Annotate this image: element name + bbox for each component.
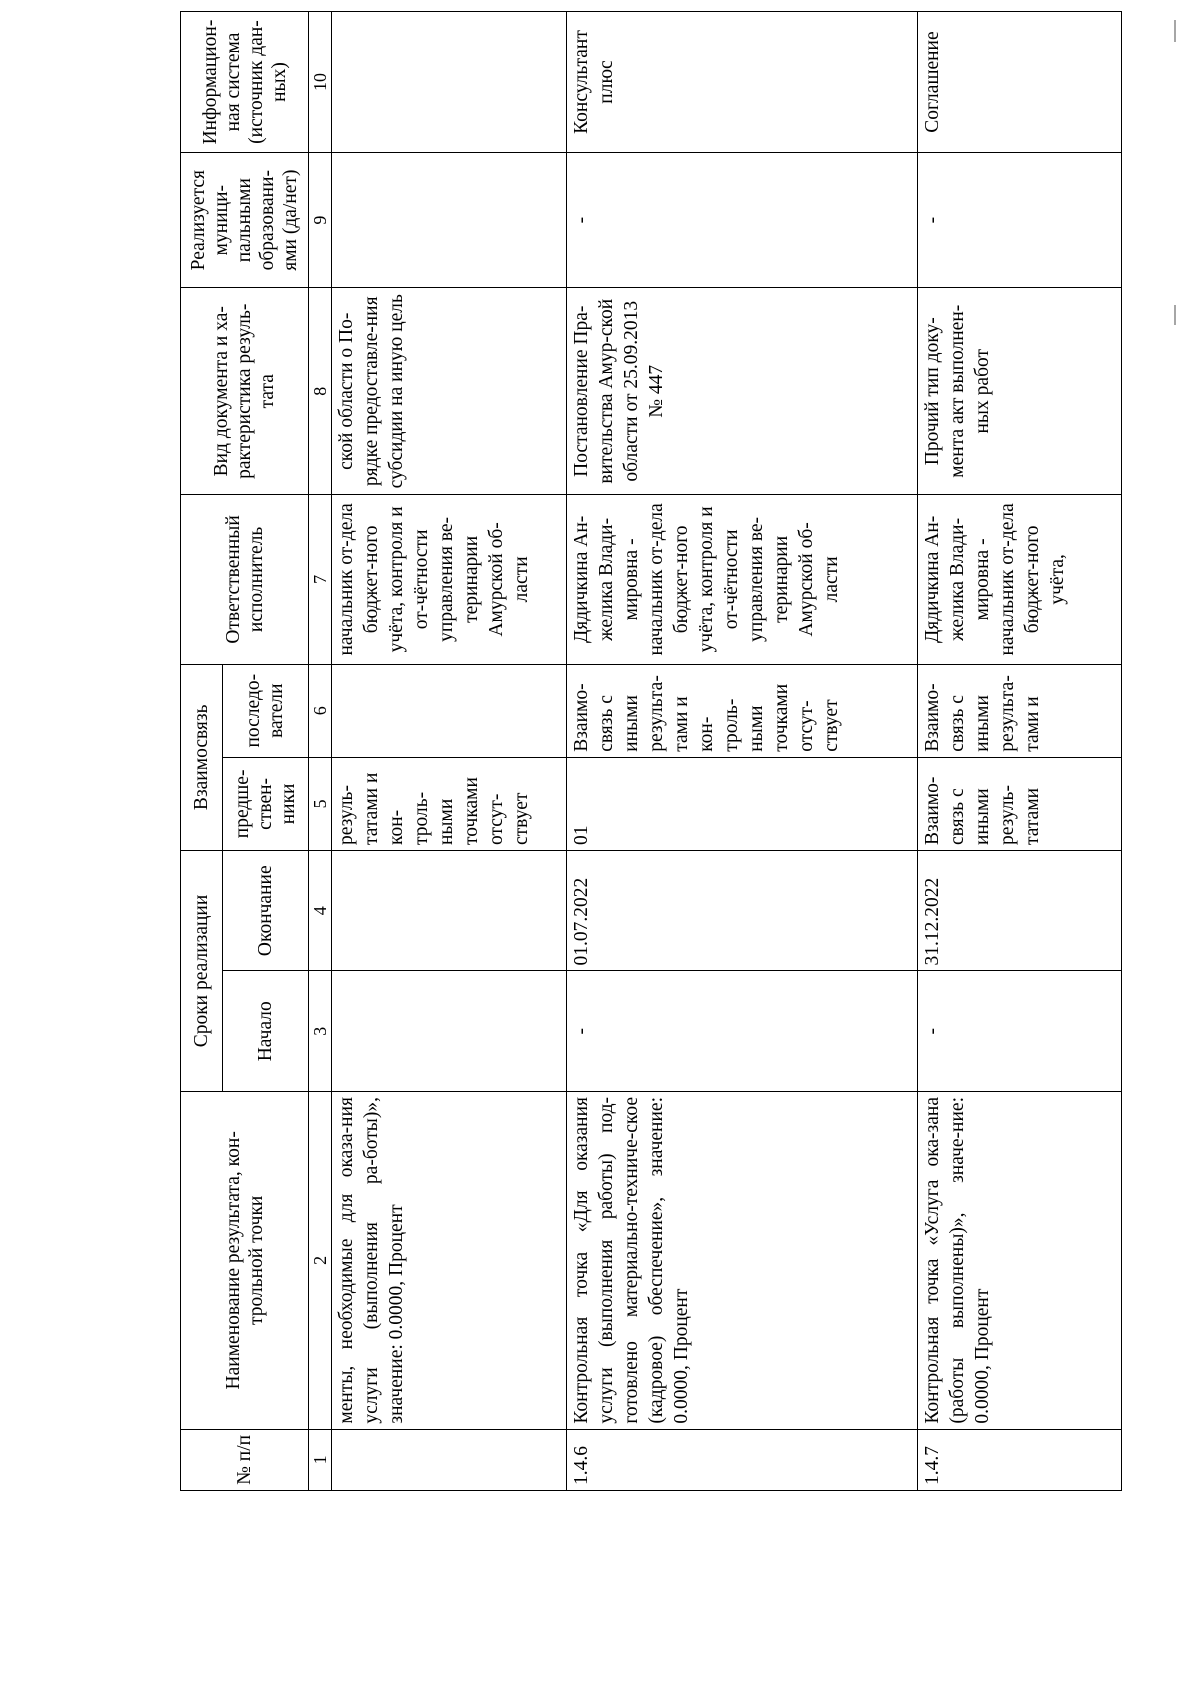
row-municipal: -	[917, 153, 1121, 288]
column-number: 9	[309, 153, 332, 288]
header-doc: Вид документа и ха-рактеристика резуль-тата	[181, 288, 309, 495]
header-name: Наименование результата, кон-трольной точки	[181, 1092, 309, 1430]
header-start: Начало	[222, 971, 308, 1092]
rotated-table-container	[180, 11, 1122, 1491]
row-predecessors: 01	[567, 757, 918, 850]
row-num: 1.4.6	[567, 1429, 918, 1490]
row-start	[332, 971, 567, 1092]
row-num	[332, 1429, 567, 1490]
row-successors	[332, 664, 567, 757]
row-doc: Постановление Пра-вительства Амур-ской области от 25.09.2013 № 447	[567, 288, 918, 495]
row-end: 31.12.2022	[917, 851, 1121, 972]
column-number: 3	[309, 971, 332, 1092]
column-number: 1	[309, 1429, 332, 1490]
scan-edge-mark	[1174, 20, 1176, 42]
row-infosys	[332, 12, 567, 153]
column-number: 2	[309, 1092, 332, 1430]
row-doc: Прочий тип доку-мента акт выполнен-ных работ	[917, 288, 1121, 495]
row-start: -	[567, 971, 918, 1092]
table-row	[917, 12, 1121, 1491]
header-successors: последо-ватели	[222, 664, 308, 757]
row-doc: ской области о По-рядке предоставле-ния субсидии на иную цель	[332, 288, 567, 495]
header-terms: Сроки реализации	[181, 851, 223, 1092]
row-executor: Дядичкина Ан-желика Влади-мировна - начальник от-дела бюджет-ного учёта,	[917, 495, 1121, 664]
row-executor: Дядичкина Ан-желика Влади-мировна - начальник от-дела бюджет-ного учёта, контроля и от-чётности управления ве-теринарии Амурской об-ласти	[567, 495, 918, 664]
column-number: 10	[309, 12, 332, 153]
row-end	[332, 851, 567, 972]
header-row-1	[181, 12, 223, 1491]
results-table	[180, 11, 1122, 1491]
column-number: 6	[309, 664, 332, 757]
row-num: 1.4.7	[917, 1429, 1121, 1490]
row-municipal	[332, 153, 567, 288]
row-start: -	[917, 971, 1121, 1092]
table-row	[567, 12, 918, 1491]
row-name: Контрольная точка «Услуга ока-зана (работы выполнены)», значе-ние: 0.0000, Процент	[917, 1092, 1121, 1430]
column-number: 7	[309, 495, 332, 664]
row-predecessors: резуль-татами и кон-троль-ными точками отсут-ствует	[332, 757, 567, 850]
header-end: Окончание	[222, 851, 308, 972]
column-number: 5	[309, 757, 332, 850]
scan-edge-mark	[1174, 305, 1176, 325]
row-successors: Взаимо-связь с иными результа-тами и кон-троль-ными точками отсут-ствует	[567, 664, 918, 757]
row-infosys: Консультант плюс	[567, 12, 918, 153]
header-municipal: Реализуется муници-пальными образовани-ями (да/нет)	[181, 153, 309, 288]
row-successors: Взаимо-связь с иными результа-тами и	[917, 664, 1121, 757]
row-predecessors: Взаимо-связь с иными резуль-татами	[917, 757, 1121, 850]
header-executor: Ответственный исполнитель	[181, 495, 309, 664]
column-number: 4	[309, 851, 332, 972]
table-row	[332, 12, 567, 1491]
row-name: Контрольная точка «Для оказания услуги (выполнения работы) под-готовлено материально-техниче-ское (кадровое) обеспечение», значение: 0.0000, Процент	[567, 1092, 918, 1430]
header-links: Взаимосвязь	[181, 664, 223, 850]
header-num: № п/п	[181, 1429, 309, 1490]
row-name: менты, необходимые для оказа-ния услуги (выполнения ра-боты)», значение: 0.0000, Процент	[332, 1092, 567, 1430]
row-end: 01.07.2022	[567, 851, 918, 972]
row-executor: начальник от-дела бюджет-ного учёта, контроля и от-чётности управления ве-теринарии Амурской об-ласти	[332, 495, 567, 664]
row-municipal: -	[567, 153, 918, 288]
header-predecessors: предше-ствен-ники	[222, 757, 308, 850]
column-number-row	[309, 12, 332, 1491]
row-infosys: Соглашение	[917, 12, 1121, 153]
column-number: 8	[309, 288, 332, 495]
header-infosys: Информацион-ная система (источник дан-ных)	[181, 12, 309, 153]
